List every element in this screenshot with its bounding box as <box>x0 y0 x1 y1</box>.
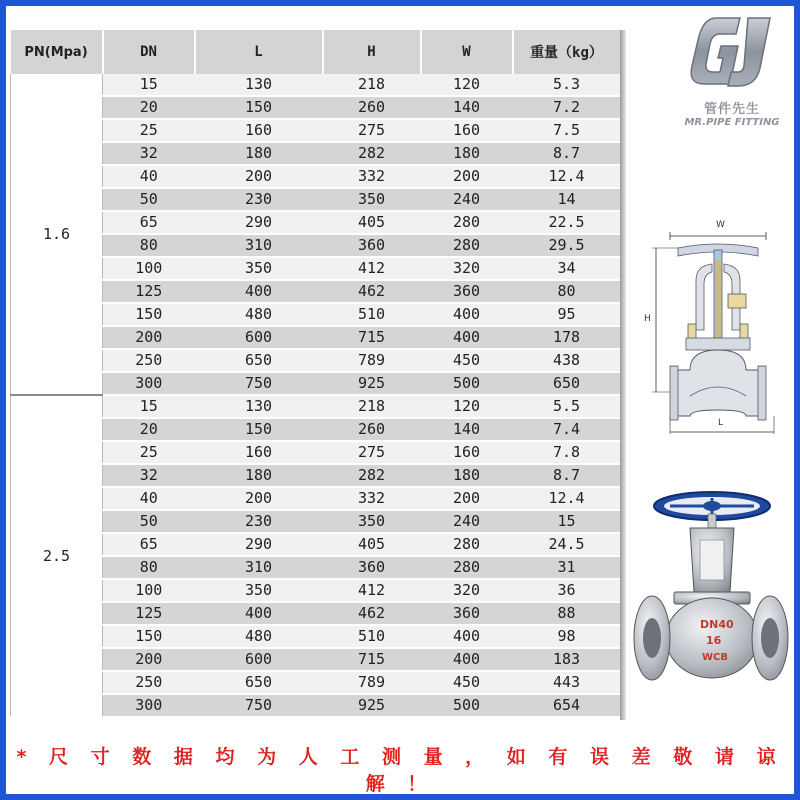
pn-value-cell: 2.5 <box>11 395 103 717</box>
cell-dn: 40 <box>103 487 195 510</box>
cell-weight: 7.8 <box>513 441 621 464</box>
cell-l: 400 <box>195 280 323 303</box>
cell-dn: 80 <box>103 556 195 579</box>
valve-photo <box>630 488 792 718</box>
cell-l: 180 <box>195 464 323 487</box>
cell-weight: 438 <box>513 349 621 372</box>
table-row <box>11 418 621 441</box>
cell-w: 140 <box>421 418 513 441</box>
cell-w: 500 <box>421 372 513 395</box>
cell-h: 462 <box>323 280 421 303</box>
cell-weight: 12.4 <box>513 165 621 188</box>
table-row <box>11 648 621 671</box>
cell-l: 400 <box>195 602 323 625</box>
globe-valve-icon <box>630 488 792 718</box>
valve-dimension-drawing <box>630 220 790 435</box>
photo-marking-1: DN40 <box>700 618 734 631</box>
cell-dn: 25 <box>103 119 195 142</box>
cell-dn: 100 <box>103 579 195 602</box>
table-row <box>11 303 621 326</box>
cell-dn: 65 <box>103 533 195 556</box>
cell-weight: 80 <box>513 280 621 303</box>
cell-w: 240 <box>421 510 513 533</box>
pn-value-cell: 1.6 <box>11 74 103 395</box>
cell-weight: 650 <box>513 372 621 395</box>
cell-dn: 250 <box>103 671 195 694</box>
cell-weight: 34 <box>513 257 621 280</box>
gj-logo-icon <box>690 12 774 96</box>
table-row <box>11 165 621 188</box>
cell-l: 290 <box>195 533 323 556</box>
table-row <box>11 234 621 257</box>
cell-w: 180 <box>421 464 513 487</box>
table-row <box>11 188 621 211</box>
cell-w: 320 <box>421 257 513 280</box>
cell-l: 160 <box>195 441 323 464</box>
brand-logo <box>682 12 782 142</box>
cell-l: 750 <box>195 694 323 717</box>
cell-h: 260 <box>323 418 421 441</box>
table-row <box>11 579 621 602</box>
cell-weight: 443 <box>513 671 621 694</box>
cell-weight: 5.3 <box>513 74 621 96</box>
cell-w: 400 <box>421 303 513 326</box>
header-l: L <box>195 30 323 74</box>
cell-weight: 36 <box>513 579 621 602</box>
table-row <box>11 74 621 96</box>
cell-w: 280 <box>421 556 513 579</box>
cell-l: 650 <box>195 349 323 372</box>
cell-w: 120 <box>421 395 513 418</box>
cell-l: 150 <box>195 418 323 441</box>
cell-l: 600 <box>195 648 323 671</box>
cell-dn: 50 <box>103 510 195 533</box>
cell-dn: 32 <box>103 464 195 487</box>
cell-weight: 8.7 <box>513 464 621 487</box>
cell-w: 160 <box>421 441 513 464</box>
table-row <box>11 395 621 418</box>
cell-w: 200 <box>421 487 513 510</box>
cell-dn: 15 <box>103 395 195 418</box>
cell-l: 750 <box>195 372 323 395</box>
cell-h: 282 <box>323 464 421 487</box>
cell-dn: 20 <box>103 96 195 119</box>
cell-w: 450 <box>421 349 513 372</box>
table-header-row <box>11 30 621 74</box>
header-weight: 重量（kg） <box>513 30 621 74</box>
table-row <box>11 142 621 165</box>
table-row <box>11 441 621 464</box>
cell-l: 480 <box>195 625 323 648</box>
cell-h: 275 <box>323 119 421 142</box>
cell-weight: 98 <box>513 625 621 648</box>
cell-w: 140 <box>421 96 513 119</box>
table-row <box>11 533 621 556</box>
cell-weight: 15 <box>513 510 621 533</box>
dim-label-l: L <box>718 418 724 428</box>
cell-h: 350 <box>323 510 421 533</box>
cell-weight: 7.5 <box>513 119 621 142</box>
cell-weight: 31 <box>513 556 621 579</box>
header-h: H <box>323 30 421 74</box>
cell-l: 150 <box>195 96 323 119</box>
cell-h: 510 <box>323 625 421 648</box>
cell-dn: 20 <box>103 418 195 441</box>
cell-dn: 25 <box>103 441 195 464</box>
cell-weight: 24.5 <box>513 533 621 556</box>
cell-h: 925 <box>323 372 421 395</box>
pn-group <box>11 395 621 717</box>
cell-dn: 250 <box>103 349 195 372</box>
table-row <box>11 372 621 395</box>
table-row <box>11 96 621 119</box>
cell-h: 360 <box>323 556 421 579</box>
table-row <box>11 119 621 142</box>
cell-weight: 14 <box>513 188 621 211</box>
svg-text:GJ: GJ <box>694 52 696 53</box>
cell-h: 715 <box>323 326 421 349</box>
cell-dn: 125 <box>103 280 195 303</box>
cell-l: 200 <box>195 487 323 510</box>
cell-w: 320 <box>421 579 513 602</box>
cell-weight: 8.7 <box>513 142 621 165</box>
cell-weight: 7.2 <box>513 96 621 119</box>
cell-l: 130 <box>195 74 323 96</box>
table-row <box>11 280 621 303</box>
table-row <box>11 211 621 234</box>
cell-h: 332 <box>323 487 421 510</box>
table-row <box>11 464 621 487</box>
cell-l: 350 <box>195 579 323 602</box>
cell-w: 280 <box>421 533 513 556</box>
table-row <box>11 556 621 579</box>
cell-w: 280 <box>421 211 513 234</box>
cell-w: 360 <box>421 602 513 625</box>
cell-w: 360 <box>421 280 513 303</box>
cell-h: 510 <box>323 303 421 326</box>
cell-w: 280 <box>421 234 513 257</box>
cell-l: 290 <box>195 211 323 234</box>
cell-weight: 183 <box>513 648 621 671</box>
cell-weight: 29.5 <box>513 234 621 257</box>
cell-h: 260 <box>323 96 421 119</box>
cell-weight: 178 <box>513 326 621 349</box>
cell-dn: 300 <box>103 694 195 717</box>
spec-table <box>10 30 622 718</box>
cell-l: 350 <box>195 257 323 280</box>
cell-weight: 88 <box>513 602 621 625</box>
cell-h: 789 <box>323 349 421 372</box>
logo-name-cn: 管件先生 <box>703 102 760 117</box>
cell-w: 200 <box>421 165 513 188</box>
cell-dn: 125 <box>103 602 195 625</box>
table-row <box>11 349 621 372</box>
cell-l: 480 <box>195 303 323 326</box>
cell-weight: 95 <box>513 303 621 326</box>
cell-h: 405 <box>323 211 421 234</box>
cell-l: 130 <box>195 395 323 418</box>
cell-w: 240 <box>421 188 513 211</box>
cell-w: 500 <box>421 694 513 717</box>
cell-dn: 100 <box>103 257 195 280</box>
cell-w: 400 <box>421 625 513 648</box>
cell-dn: 300 <box>103 372 195 395</box>
cell-weight: 654 <box>513 694 621 717</box>
cell-h: 412 <box>323 579 421 602</box>
cell-h: 218 <box>323 395 421 418</box>
cell-dn: 40 <box>103 165 195 188</box>
footer-note-bar <box>6 720 794 794</box>
cell-weight: 5.5 <box>513 395 621 418</box>
cell-h: 412 <box>323 257 421 280</box>
cell-w: 180 <box>421 142 513 165</box>
cell-h: 218 <box>323 74 421 96</box>
cell-h: 275 <box>323 441 421 464</box>
cell-h: 282 <box>323 142 421 165</box>
cell-l: 310 <box>195 556 323 579</box>
cell-weight: 12.4 <box>513 487 621 510</box>
cell-l: 230 <box>195 510 323 533</box>
dim-label-w: W <box>716 220 725 230</box>
table-row <box>11 625 621 648</box>
cell-dn: 200 <box>103 326 195 349</box>
table-row <box>11 326 621 349</box>
header-w: W <box>421 30 513 74</box>
cell-dn: 15 <box>103 74 195 96</box>
cell-l: 160 <box>195 119 323 142</box>
table-row <box>11 671 621 694</box>
cell-dn: 50 <box>103 188 195 211</box>
table-edge-shadow <box>620 30 626 720</box>
cell-w: 120 <box>421 74 513 96</box>
cell-dn: 200 <box>103 648 195 671</box>
cell-l: 230 <box>195 188 323 211</box>
cell-w: 160 <box>421 119 513 142</box>
cell-dn: 80 <box>103 234 195 257</box>
cell-dn: 65 <box>103 211 195 234</box>
cell-l: 650 <box>195 671 323 694</box>
cell-dn: 150 <box>103 303 195 326</box>
table-row <box>11 257 621 280</box>
cell-weight: 7.4 <box>513 418 621 441</box>
cell-dn: 32 <box>103 142 195 165</box>
photo-marking-2: 16 <box>706 634 722 647</box>
cell-h: 405 <box>323 533 421 556</box>
valve-drawing-icon <box>630 220 790 435</box>
table-row <box>11 510 621 533</box>
header-pn: PN(Mpa) <box>11 30 103 74</box>
cell-h: 462 <box>323 602 421 625</box>
table-row <box>11 487 621 510</box>
table-row <box>11 694 621 717</box>
cell-l: 600 <box>195 326 323 349</box>
cell-l: 310 <box>195 234 323 257</box>
cell-h: 789 <box>323 671 421 694</box>
cell-h: 350 <box>323 188 421 211</box>
cell-w: 450 <box>421 671 513 694</box>
table-row <box>11 602 621 625</box>
cell-w: 400 <box>421 648 513 671</box>
pn-group <box>11 74 621 395</box>
cell-h: 360 <box>323 234 421 257</box>
cell-h: 332 <box>323 165 421 188</box>
dim-label-h: H <box>644 314 651 324</box>
cell-w: 400 <box>421 326 513 349</box>
measurement-disclaimer: * 尺 寸 数 据 均 为 人 工 测 量 ， 如 有 误 差 敬 请 谅 解 ！ <box>16 746 784 795</box>
cell-weight: 22.5 <box>513 211 621 234</box>
photo-marking-3: WCB <box>702 652 728 663</box>
cell-h: 925 <box>323 694 421 717</box>
cell-l: 180 <box>195 142 323 165</box>
header-dn: DN <box>103 30 195 74</box>
logo-name-en: MR.PIPE FITTING <box>684 117 780 128</box>
cell-l: 200 <box>195 165 323 188</box>
cell-h: 715 <box>323 648 421 671</box>
cell-dn: 150 <box>103 625 195 648</box>
